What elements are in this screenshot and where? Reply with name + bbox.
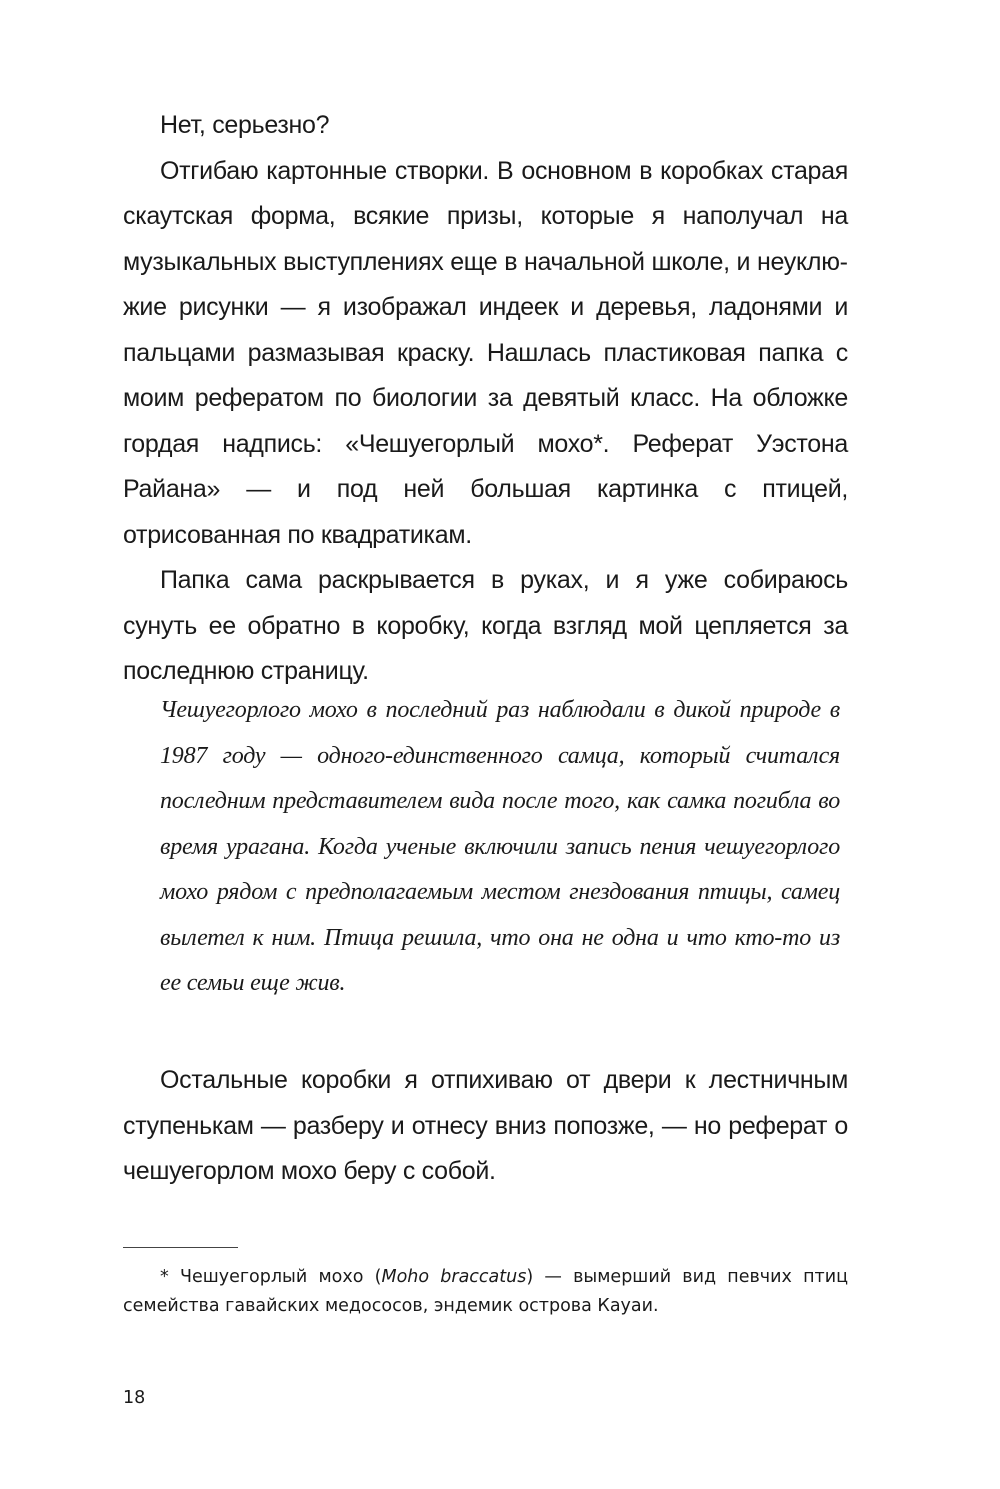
paragraph-3: Папка сама раскрывается в руках, и я уже собираюсь сунуть ее обратно в коробку, когда взгляд мой цепляется за последнюю страницу. [123, 566, 848, 685]
quoted-excerpt [160, 688, 840, 1007]
body-text-bottom [123, 1058, 848, 1195]
footnote [123, 1263, 848, 1321]
paragraph-1: Нет, серьезно? [160, 111, 330, 139]
body-text-top [123, 103, 848, 695]
footnote-rest: ) — вымерший вид певчих птиц семейства гавайских медососов, эндемик острова Кауаи. [123, 1267, 848, 1316]
footnote-latin-name: Moho braccatus [381, 1267, 527, 1287]
footnote-divider [123, 1247, 238, 1248]
page-number: 18 [123, 1388, 146, 1408]
paragraph-4: Остальные коробки я отпихиваю от двери к лестничным ступенькам — разберу и отнесу вниз попозже, — но реферат о чешуегорлом мохо беру с собой. [123, 1066, 848, 1185]
footnote-lead: * Чешуегорлый мохо ( [160, 1267, 382, 1287]
quote-text: Чешуегорлого мохо в последний раз наблюдали в дикой природе в 1987 году — одного-единственного самца, который считался последним представителем вида после того, как самка погибла во время урагана. Когда ученые включили запись пения чешуегорлого мохо рядом с предполагаемым местом гнездования птицы, самец вылетел к ним. Птица решила, что она не одна и что кто-то из ее семьи еще жив. [160, 697, 840, 996]
paragraph-2: Отгибаю картонные створки. В основном в коробках старая скаутская форма, всякие призы, которые я наполучал на музыкальных выступлениях еще в начальной школе, и неуклюжие рисунки — я изображал индеек и деревья, ладонями и пальцами размазывая краску. Нашлась пластиковая папка с моим рефератом по биологии за девятый класс. На обложке гордая надпись: «Чешуегорлый мохо*. Реферат Уэстона Райана» — и под ней большая картинка с птицей, отрисованная по квадратикам. [123, 156, 848, 549]
